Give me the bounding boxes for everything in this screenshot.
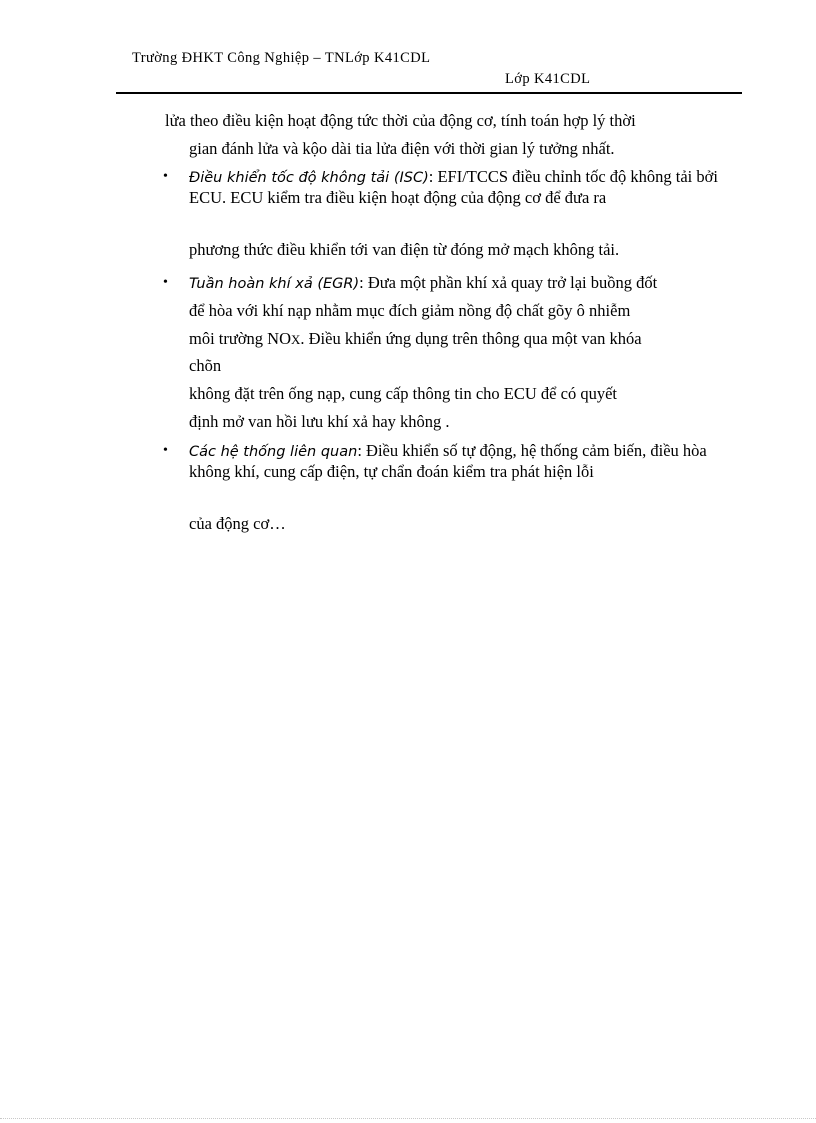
bullet-text: : Điều khiển số tự động, hệ thống cảm biến, điều hòa không khí, cung cấp điện, tự chẩn đoán kiểm tra phát hiện lỗi	[189, 441, 707, 481]
bullet-item-related-systems	[189, 441, 734, 482]
bullet-item-isc	[189, 167, 734, 208]
bullet-marker: •	[163, 275, 168, 290]
bullet-item-egr	[189, 273, 734, 294]
bullet-term: Điều khiển tốc độ không tải (ISC)	[189, 170, 429, 186]
paragraph-line: của động cơ…	[189, 514, 286, 533]
bullet-marker: •	[163, 443, 168, 458]
bullet-marker: •	[163, 169, 168, 184]
bullet-text: : EFI/TCCS điều chỉnh tốc độ không tải bởi ECU. ECU kiểm tra điều kiện hoạt động của động cơ để đưa ra	[189, 167, 718, 207]
page-bottom-edge	[0, 1118, 816, 1119]
nox-subscript: X	[291, 332, 301, 347]
paragraph-line: không đặt trên ống nạp, cung cấp thông tin cho ECU để có quyết	[189, 384, 617, 403]
paragraph-line	[189, 329, 642, 350]
nox-prefix: môi trường NO	[189, 329, 291, 348]
nox-suffix: . Điều khiển ứng dụng trên thông qua một van khóa	[300, 329, 642, 348]
header-school-name: Trường ĐHKT Công Nghiệp – TNLớp K41CDL	[132, 50, 431, 66]
paragraph-line: chõn	[189, 356, 222, 375]
paragraph-line: gian đánh lửa và kộo dài tia lửa điện với thời gian lý tưởng nhất.	[189, 139, 615, 158]
paragraph-line: phương thức điều khiển tới van điện từ đóng mở mạch không tải.	[189, 240, 620, 259]
paragraph-line: lửa theo điều kiện hoạt động tức thời của động cơ, tính toán hợp lý thời	[165, 111, 636, 130]
bullet-text: : Đưa một phần khí xả quay trở lại buồng đốt	[359, 273, 658, 292]
header-divider	[116, 92, 742, 94]
header-class-name: Lớp K41CDL	[505, 71, 591, 87]
bullet-term: Các hệ thống liên quan	[189, 444, 358, 460]
paragraph-line: để hòa với khí nạp nhằm mục đích giảm nồng độ chất gõy ô nhiễm	[189, 301, 631, 320]
bullet-term: Tuần hoàn khí xả (EGR)	[189, 276, 360, 292]
paragraph-line: định mở van hồi lưu khí xả hay không .	[189, 412, 450, 431]
